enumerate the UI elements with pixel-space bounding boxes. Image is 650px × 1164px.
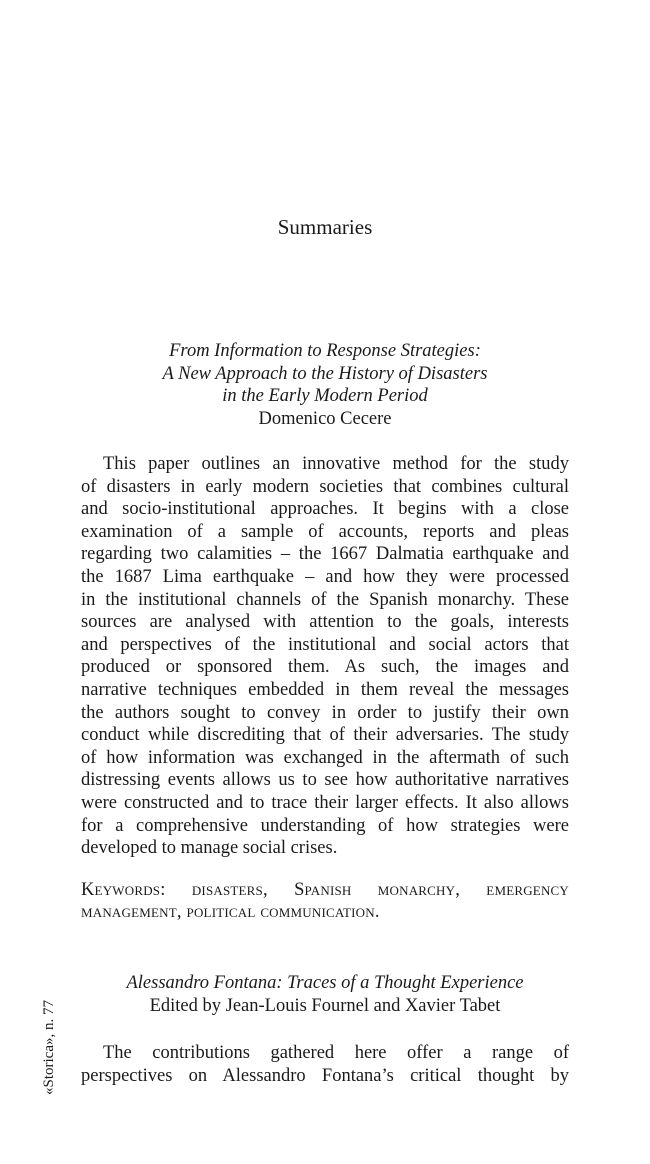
abstract-line: were constructed and to trace their larger effects. It also allows	[81, 792, 569, 813]
abstract-line: examination of a sample of accounts, reports and pleas	[81, 521, 569, 542]
abstract-line: of disasters in early modern societies that combines cultural	[81, 476, 569, 497]
abstract-line: and perspectives of the institutional and social actors that	[81, 634, 569, 655]
abstract-line: for a comprehensive understanding of how strategies were	[81, 815, 569, 836]
keywords-line: Keywords: disasters, Spanish monarchy, emergency	[81, 879, 569, 900]
abstract-line: developed to manage social crises.	[81, 838, 338, 859]
journal-issue-reference: «Storica», n. 77	[41, 1000, 57, 1095]
abstract-line: produced or sponsored them. As such, the images and	[81, 657, 569, 678]
abstract-line: sources are analysed with attention to the goals, interests	[81, 612, 569, 633]
article-summary-cecere	[81, 340, 569, 924]
article-title-line: From Information to Response Strategies:	[169, 341, 481, 361]
article-abstract	[81, 453, 569, 860]
abstract-line: The contributions gathered here offer a range of	[103, 1043, 569, 1063]
article-title-line: in the Early Modern Period	[222, 386, 428, 406]
abstract-line: the 1687 Lima earthquake – and how they were processed	[81, 566, 569, 587]
abstract-line: narrative techniques embedded in them reveal the messages	[81, 679, 569, 700]
article-author: Domenico Cecere	[258, 408, 392, 429]
article-abstract	[81, 1042, 569, 1087]
abstract-line: and socio-institutional approaches. It begins with a close	[81, 499, 569, 520]
keywords-line: management, political communication.	[81, 902, 380, 923]
abstract-line: the authors sought to convey in order to justify their own	[81, 702, 569, 723]
abstract-line: distressing events allows us to see how authoritative narratives	[81, 770, 569, 791]
abstract-line: of how information was exchanged in the aftermath of such	[81, 747, 569, 768]
abstract-line: regarding two calamities – the 1667 Dalmatia earthquake and	[81, 544, 569, 565]
article-editors: Edited by Jean-Louis Fournel and Xavier Tabet	[149, 995, 501, 1016]
article-summary-fontana	[81, 972, 569, 1087]
article-title	[81, 340, 569, 408]
article-keywords	[81, 879, 569, 924]
abstract-line: conduct while discrediting that of their adversaries. The study	[81, 725, 569, 746]
article-title-line: Alessandro Fontana: Traces of a Thought Experience	[126, 973, 524, 993]
page-heading: Summaries	[277, 215, 373, 239]
abstract-line: in the institutional channels of the Spanish monarchy. These	[81, 589, 569, 610]
abstract-line: This paper outlines an innovative method for the study	[103, 454, 569, 474]
article-title	[81, 972, 569, 995]
article-title-line: A New Approach to the History of Disasters	[162, 363, 488, 384]
abstract-line: perspectives on Alessandro Fontana’s critical thought by	[81, 1065, 569, 1086]
